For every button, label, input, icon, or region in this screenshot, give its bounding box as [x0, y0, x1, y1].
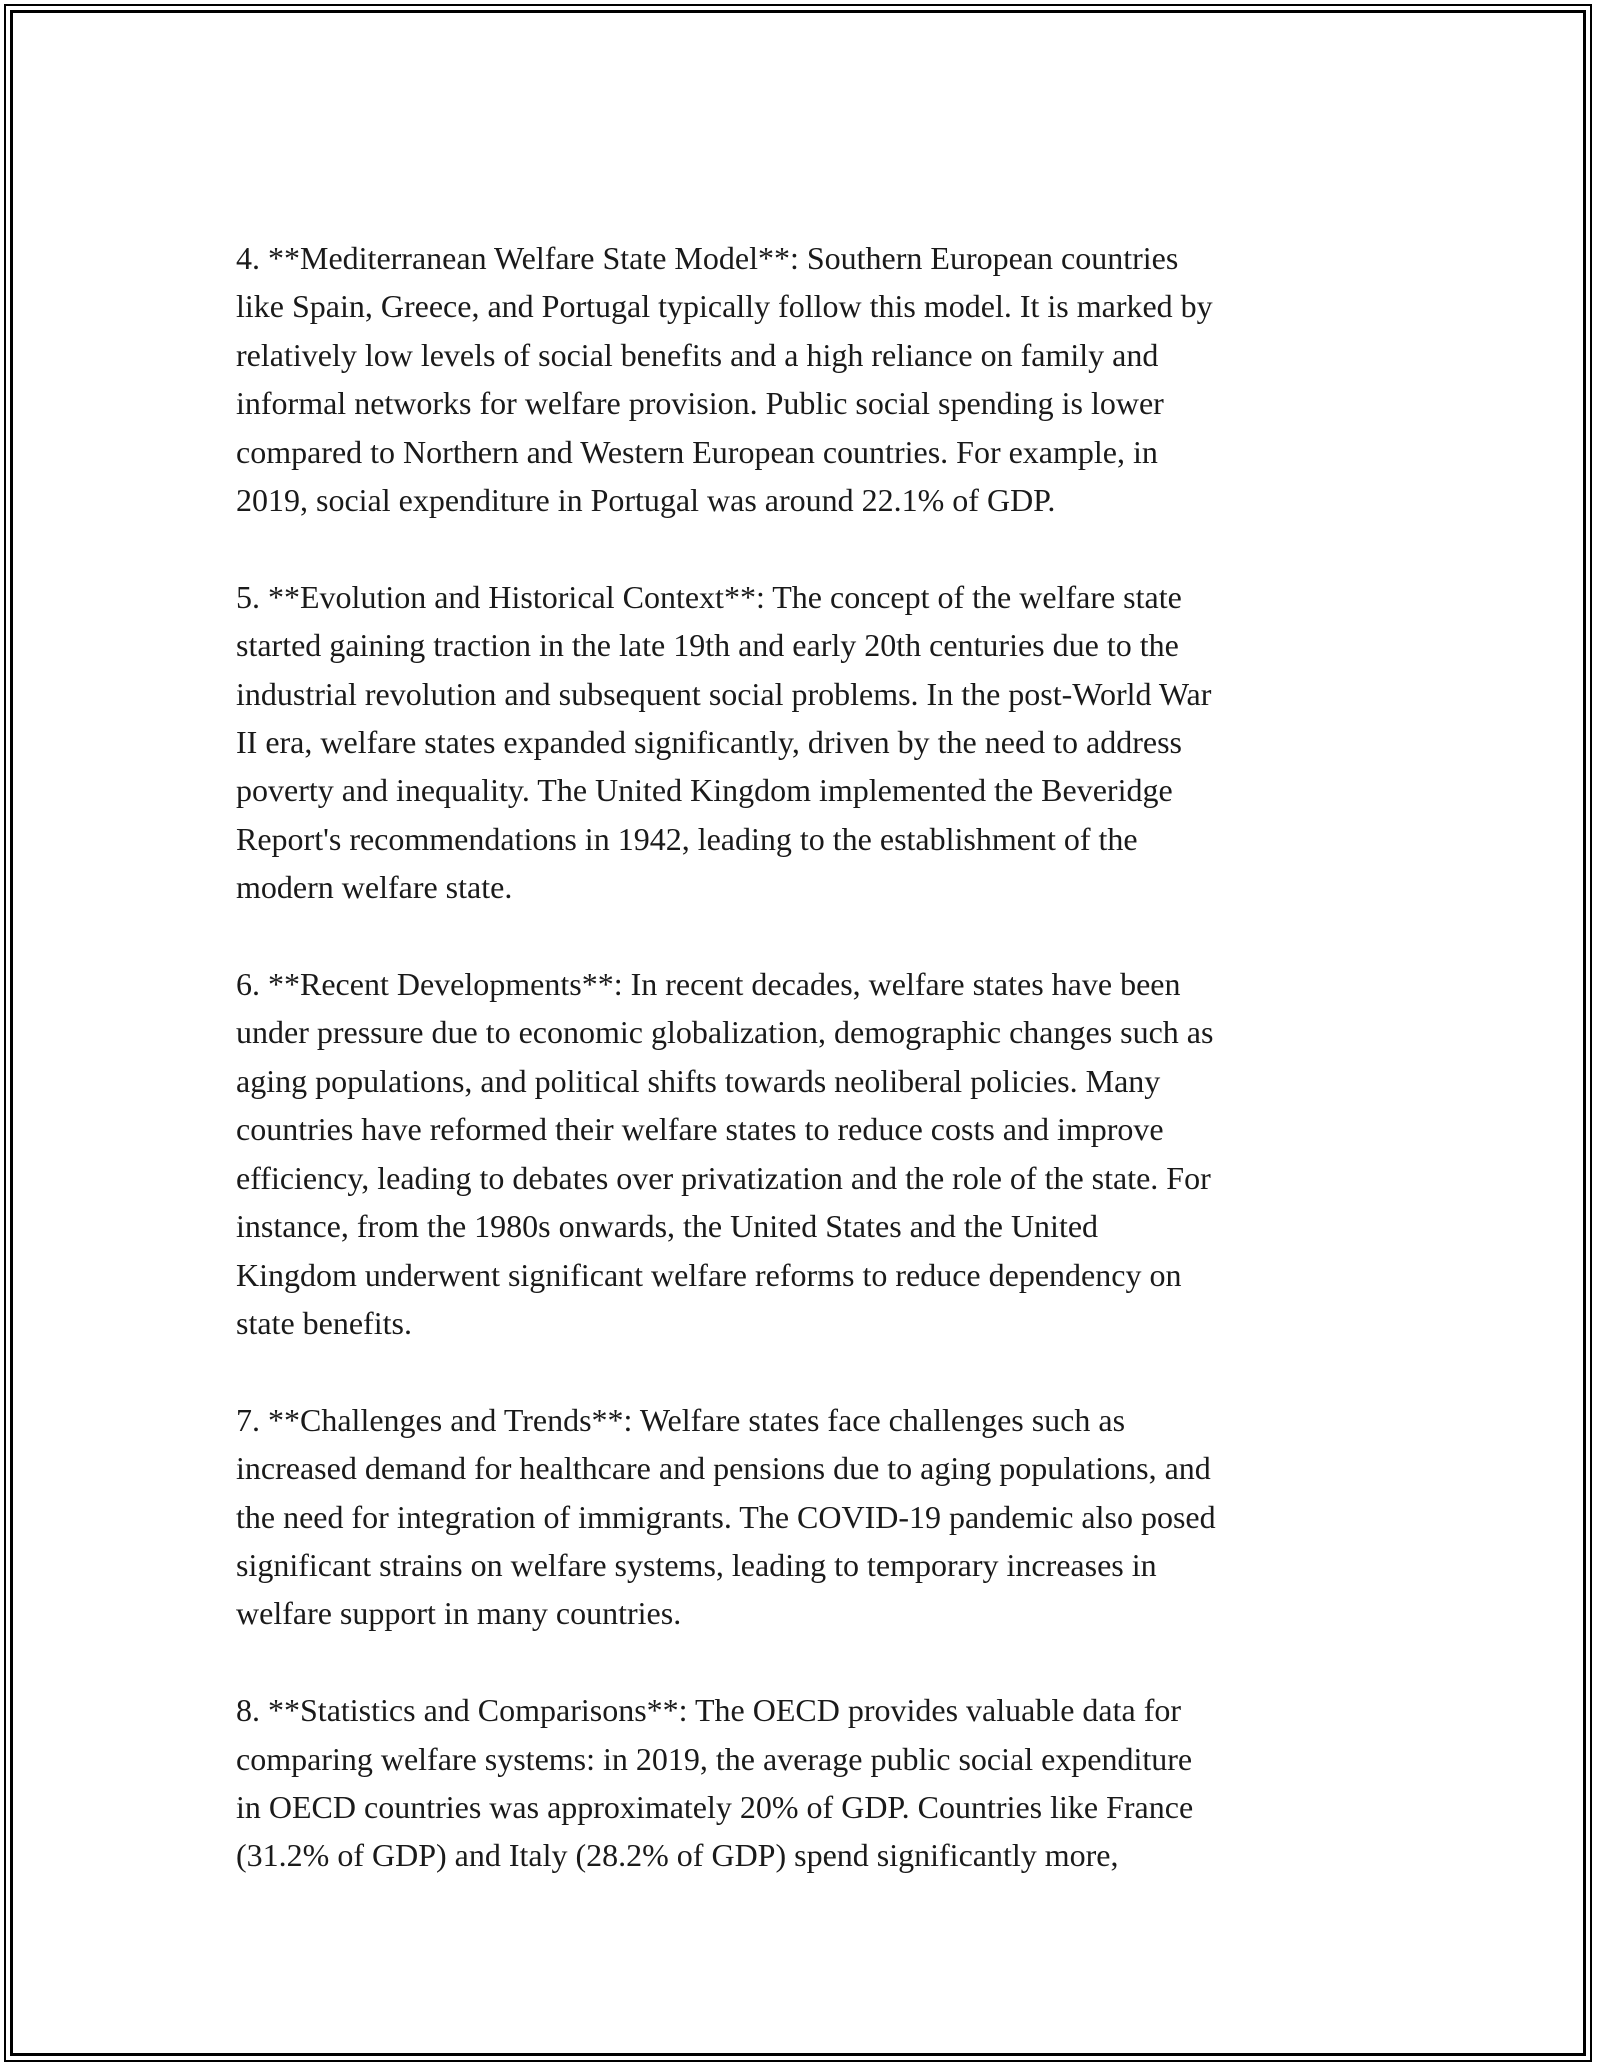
paragraph-challenges-trends: 7. **Challenges and Trends**: Welfare states face challenges such as increased demand for healthcare and pensions due to aging populations, and the need for integration of immigrants. The COVID-19 pandemic also posed significant strains on welfare systems, leading to temporary increases in welfare support in many countries.: [236, 1401, 1216, 1632]
paragraph-evolution-historical-context: 5. **Evolution and Historical Context**: The concept of the welfare state started gaining traction in the late 19th and early 20th centuries due to the industrial revolution and subsequent social problems. In the post-World War II era, welfare states expanded significantly, driven by the need to address poverty and inequality. The United Kingdom implemented the Beveridge Report's recommendations in 1942, leading to the establishment of the modern welfare state.: [236, 578, 1212, 906]
paragraph-mediterranean-model: 4. **Mediterranean Welfare State Model**: Southern European countries like Spain, Greece, and Portugal typically follow this model. It is marked by relatively low levels of social benefits and a high reliance on family and informal networks for welfare provision. Public social spending is lower compared to Northern and Western European countries. For example, in 2019, social expenditure in Portugal was around 22.1% of GDP.: [236, 240, 1213, 519]
paragraph-recent-developments: 6. **Recent Developments**: In recent decades, welfare states have been under pressure due to economic globalization, demographic changes such as aging populations, and political shifts towards neoliberal policies. Many countries have reformed their welfare states to reduce costs and improve efficiency, leading to debates over privatization and the role of the state. For instance, from the 1980s onwards, the United States and the United Kingdom underwent significant welfare reforms to reduce dependency on state benefits.: [236, 966, 1214, 1341]
document-body: [236, 234, 1396, 1928]
paragraph-statistics-comparisons: 8. **Statistics and Comparisons**: The OECD provides valuable data for comparing welfare systems: in 2019, the average public social expenditure in OECD countries was approximately 20% of GDP. Countries like France (31.2% of GDP) and Italy (28.2% of GDP) spend significantly more,: [236, 1692, 1194, 1874]
